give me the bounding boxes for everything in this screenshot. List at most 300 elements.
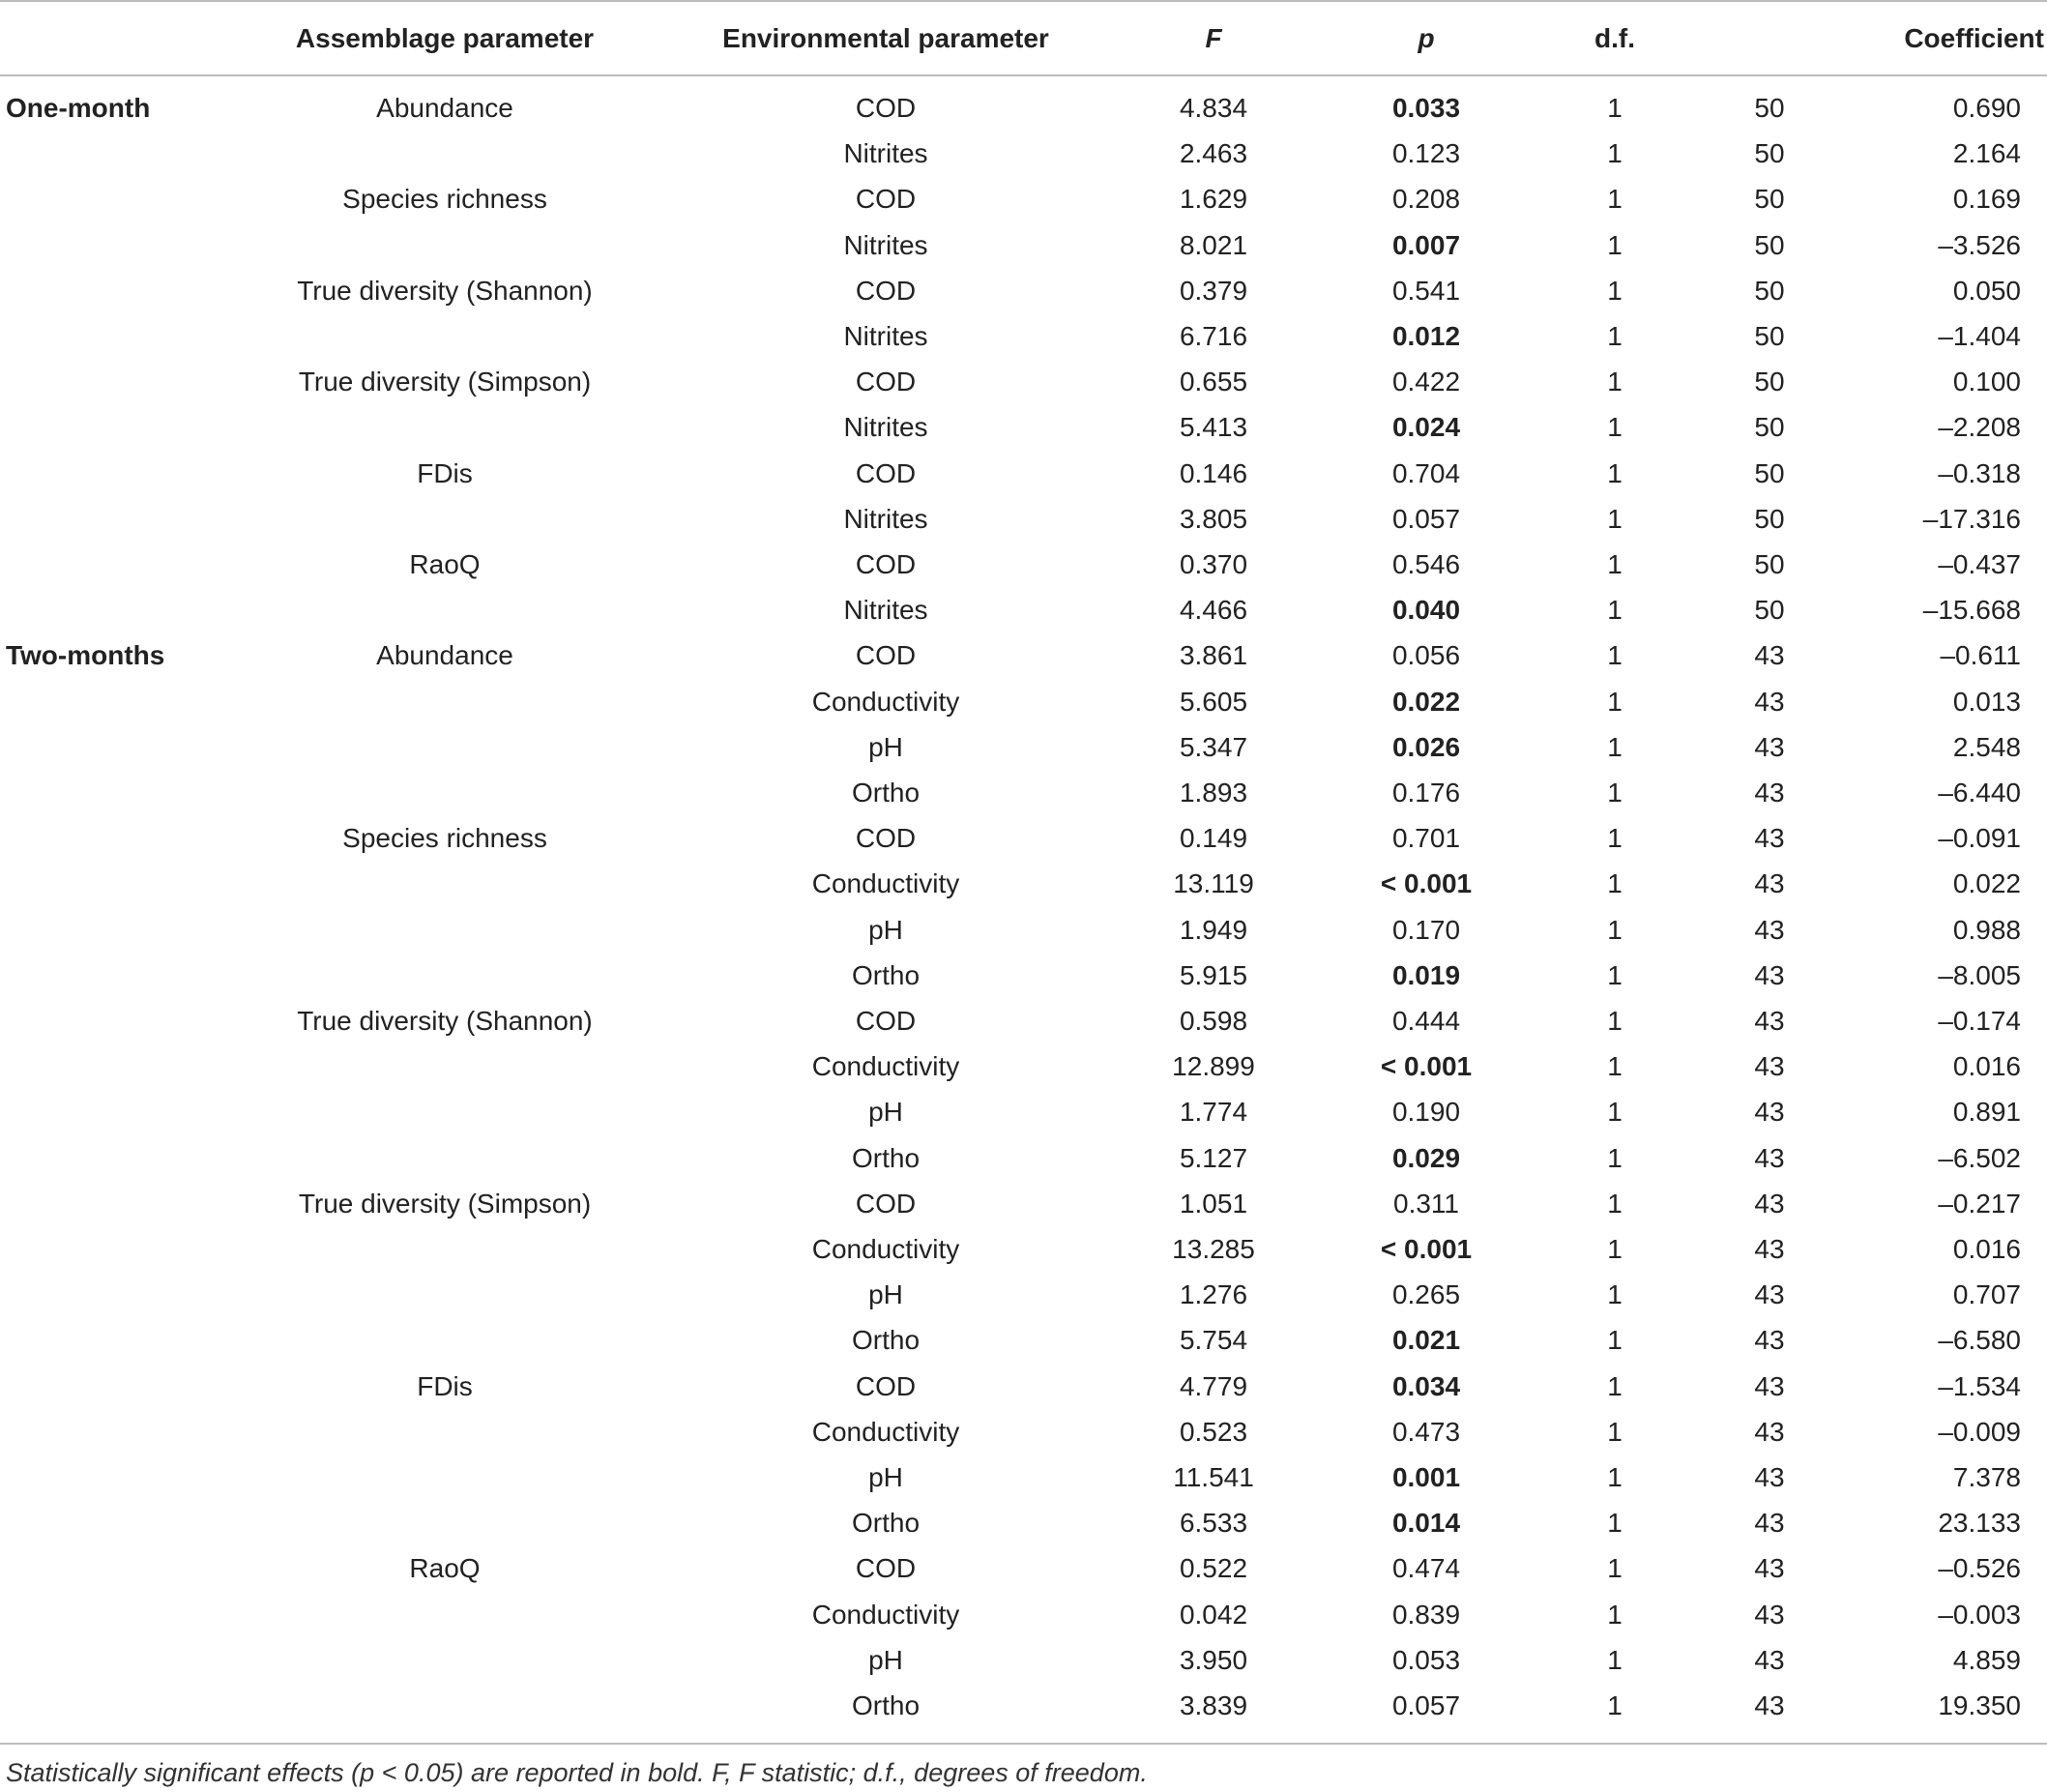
f-statistic: 5.413	[1179, 412, 1248, 443]
coefficient: 19.350	[1938, 1690, 2021, 1720]
table-row	[0, 451, 2047, 496]
assemblage-parameter	[213, 496, 677, 542]
assemblage-parameter: True diversity (Simpson)	[298, 1188, 592, 1219]
header-environmental: Environmental parameter	[722, 23, 1049, 53]
df-numerator: 1	[1607, 1097, 1623, 1128]
df-numerator: 1	[1607, 549, 1623, 579]
assemblage-parameter	[213, 770, 677, 815]
f-statistic: 0.042	[1179, 1599, 1248, 1630]
coefficient: –0.174	[1938, 1006, 2021, 1036]
p-value: 0.026	[1391, 731, 1461, 762]
df-numerator: 1	[1607, 1553, 1623, 1584]
environmental-parameter: Ortho	[851, 959, 921, 990]
f-statistic: 0.379	[1179, 275, 1248, 306]
df-numerator: 1	[1607, 868, 1623, 899]
environmental-parameter: Ortho	[851, 1690, 921, 1720]
f-statistic: 6.716	[1179, 321, 1248, 351]
table-row	[0, 1592, 2047, 1637]
f-statistic: 3.861	[1179, 640, 1248, 671]
table-row	[0, 222, 2047, 268]
f-statistic: 5.605	[1179, 686, 1248, 717]
coefficient: –0.009	[1938, 1416, 2021, 1447]
table-row	[0, 1637, 2047, 1683]
header-f: F	[1205, 23, 1222, 53]
environmental-parameter: Nitrites	[843, 229, 928, 260]
coefficient: 0.707	[1952, 1279, 2021, 1310]
table-row	[0, 496, 2047, 542]
p-value: 0.024	[1391, 412, 1461, 443]
p-value: 0.311	[1393, 1188, 1459, 1219]
coefficient: –0.437	[1938, 549, 2021, 579]
p-value: 0.422	[1391, 367, 1461, 397]
df-numerator: 1	[1607, 1462, 1623, 1492]
assemblage-parameter: Species richness	[342, 184, 547, 215]
coefficient: 0.013	[1952, 686, 2021, 717]
df-numerator: 1	[1607, 640, 1623, 671]
environmental-parameter: Nitrites	[843, 412, 928, 443]
row-group-label: Two-months	[6, 640, 165, 671]
table-row	[0, 679, 2047, 724]
coefficient: –0.318	[1938, 457, 2021, 488]
environmental-parameter: COD	[855, 367, 917, 397]
df-denominator: 43	[1754, 1462, 1785, 1492]
p-value: 0.019	[1391, 959, 1461, 990]
f-statistic: 1.276	[1179, 1279, 1248, 1310]
environmental-parameter: Conductivity	[811, 1234, 960, 1264]
environmental-parameter: COD	[855, 457, 917, 488]
df-denominator: 43	[1754, 959, 1785, 990]
assemblage-parameter: Abundance	[376, 640, 513, 671]
assemblage-parameter	[213, 1317, 677, 1363]
environmental-parameter: Ortho	[851, 1142, 921, 1173]
df-numerator: 1	[1607, 1188, 1623, 1219]
p-value: < 0.001	[1380, 1234, 1473, 1264]
df-numerator: 1	[1607, 1508, 1623, 1539]
coefficient: 0.891	[1952, 1097, 2021, 1128]
p-value: 0.034	[1391, 1370, 1461, 1401]
environmental-parameter: Conductivity	[811, 1599, 960, 1630]
f-statistic: 0.522	[1179, 1553, 1248, 1584]
environmental-parameter: Conductivity	[811, 686, 960, 717]
table-row	[0, 1181, 2047, 1226]
environmental-parameter: Conductivity	[811, 1051, 960, 1082]
p-value: 0.541	[1391, 275, 1461, 306]
environmental-parameter: pH	[868, 731, 903, 762]
df-denominator: 43	[1754, 914, 1785, 945]
table-row	[0, 861, 2047, 906]
coefficient: –0.091	[1938, 823, 2021, 854]
table-row	[0, 770, 2047, 815]
df-numerator: 1	[1607, 321, 1623, 351]
df-numerator: 1	[1607, 1051, 1623, 1082]
df-numerator: 1	[1607, 184, 1623, 215]
p-value: 0.839	[1391, 1599, 1461, 1630]
df-numerator: 1	[1607, 1690, 1623, 1720]
assemblage-parameter	[213, 1043, 677, 1089]
table-row	[0, 953, 2047, 998]
df-numerator: 1	[1607, 1370, 1623, 1401]
table-row	[0, 632, 2047, 678]
df-denominator: 43	[1754, 1644, 1785, 1675]
header-rule	[0, 74, 2047, 76]
environmental-parameter: COD	[855, 1006, 917, 1036]
environmental-parameter: COD	[855, 1370, 917, 1401]
table-row	[0, 542, 2047, 587]
assemblage-parameter	[213, 404, 677, 450]
assemblage-parameter: Species richness	[342, 823, 547, 854]
df-numerator: 1	[1607, 686, 1623, 717]
coefficient: –1.404	[1938, 321, 2021, 351]
df-denominator: 43	[1754, 1599, 1785, 1630]
coefficient: –3.526	[1938, 229, 2021, 260]
coefficient: 0.016	[1952, 1234, 2021, 1264]
df-denominator: 43	[1754, 1370, 1785, 1401]
p-value: 0.014	[1391, 1508, 1461, 1539]
coefficient: –1.534	[1938, 1370, 2021, 1401]
f-statistic: 13.285	[1172, 1234, 1255, 1264]
df-denominator: 43	[1754, 1188, 1785, 1219]
df-denominator: 43	[1754, 1553, 1785, 1584]
coefficient: –15.668	[1922, 595, 2021, 626]
coefficient: –6.580	[1938, 1325, 2021, 1356]
assemblage-parameter: FDis	[417, 1370, 473, 1401]
df-numerator: 1	[1607, 1234, 1623, 1264]
coefficient: 0.016	[1952, 1051, 2021, 1082]
assemblage-parameter	[213, 1272, 677, 1317]
df-numerator: 1	[1607, 367, 1623, 397]
environmental-parameter: pH	[868, 1097, 903, 1128]
table-row	[0, 724, 2047, 770]
p-value: 0.001	[1391, 1462, 1461, 1492]
p-value: 0.474	[1391, 1553, 1461, 1584]
assemblage-parameter	[213, 313, 677, 359]
coefficient: 0.022	[1952, 868, 2021, 899]
assemblage-parameter	[213, 1683, 677, 1728]
table-row	[0, 1317, 2047, 1363]
coefficient: –6.502	[1938, 1142, 2021, 1173]
f-statistic: 1.893	[1179, 778, 1248, 808]
f-statistic: 11.541	[1173, 1462, 1254, 1492]
environmental-parameter: COD	[855, 1553, 917, 1584]
table-row	[0, 1135, 2047, 1181]
environmental-parameter: pH	[868, 914, 903, 945]
table-row	[0, 587, 2047, 632]
header-coefficient: Coefficient	[1904, 23, 2044, 53]
df-denominator: 50	[1754, 457, 1785, 488]
df-numerator: 1	[1607, 412, 1623, 443]
assemblage-parameter	[213, 1409, 677, 1454]
f-statistic: 0.598	[1179, 1006, 1248, 1036]
df-numerator: 1	[1607, 503, 1623, 534]
df-denominator: 50	[1754, 184, 1785, 215]
f-statistic: 5.127	[1179, 1142, 1248, 1173]
coefficient: –8.005	[1938, 959, 2021, 990]
df-denominator: 43	[1754, 1325, 1785, 1356]
assemblage-parameter	[213, 1089, 677, 1134]
table-row	[0, 1043, 2047, 1089]
df-numerator: 1	[1607, 1644, 1623, 1675]
assemblage-parameter: True diversity (Shannon)	[297, 1006, 593, 1036]
df-denominator: 50	[1754, 412, 1785, 443]
p-value: 0.176	[1391, 778, 1461, 808]
assemblage-parameter	[213, 1454, 677, 1500]
coefficient: 4.859	[1952, 1644, 2021, 1675]
environmental-parameter: Nitrites	[843, 321, 928, 351]
assemblage-parameter	[213, 1637, 677, 1683]
df-denominator: 43	[1754, 1508, 1785, 1539]
coefficient: 0.988	[1952, 914, 2021, 945]
f-statistic: 0.149	[1179, 823, 1248, 854]
df-numerator: 1	[1607, 959, 1623, 990]
p-value: < 0.001	[1380, 868, 1473, 899]
df-denominator: 50	[1754, 503, 1785, 534]
p-value: 0.704	[1391, 457, 1461, 488]
df-denominator: 43	[1754, 823, 1785, 854]
df-numerator: 1	[1607, 595, 1623, 626]
df-denominator: 43	[1754, 1279, 1785, 1310]
coefficient: 23.133	[1938, 1508, 2021, 1539]
environmental-parameter: Nitrites	[843, 503, 928, 534]
assemblage-parameter	[213, 953, 677, 998]
df-denominator: 43	[1754, 1234, 1785, 1264]
f-statistic: 1.051	[1179, 1188, 1248, 1219]
f-statistic: 1.629	[1179, 184, 1248, 215]
p-value: 0.057	[1391, 503, 1461, 534]
assemblage-parameter: FDis	[417, 457, 473, 488]
p-value: 0.033	[1391, 93, 1461, 123]
environmental-parameter: pH	[868, 1644, 903, 1675]
f-statistic: 5.347	[1179, 731, 1248, 762]
bottom-rule	[0, 1743, 2047, 1745]
df-denominator: 50	[1754, 321, 1785, 351]
table-row	[0, 359, 2047, 404]
header-df: d.f.	[1594, 23, 1635, 53]
p-value: 0.208	[1391, 184, 1461, 215]
df-numerator: 1	[1607, 93, 1623, 123]
row-group-label: One-month	[6, 93, 151, 123]
coefficient: 2.164	[1952, 138, 2021, 169]
assemblage-parameter: True diversity (Simpson)	[298, 367, 592, 397]
coefficient: 2.548	[1952, 731, 2021, 762]
table-footnote: Statistically significant effects (p < 0.05) are reported in bold. F, F statistic; d.f., degrees of freedom.	[6, 1758, 1148, 1787]
table-row	[0, 1500, 2047, 1545]
df-denominator: 50	[1754, 93, 1785, 123]
environmental-parameter: COD	[855, 640, 917, 671]
f-statistic: 0.655	[1179, 367, 1248, 397]
p-value: 0.056	[1391, 640, 1461, 671]
df-denominator: 50	[1754, 138, 1785, 169]
df-numerator: 1	[1607, 1142, 1623, 1173]
f-statistic: 4.834	[1179, 93, 1248, 123]
df-denominator: 43	[1754, 1690, 1785, 1720]
df-numerator: 1	[1607, 823, 1623, 854]
table-row	[0, 1226, 2047, 1272]
environmental-parameter: COD	[855, 549, 917, 579]
p-value: 0.170	[1391, 914, 1461, 945]
environmental-parameter: COD	[855, 93, 917, 123]
assemblage-parameter	[213, 1135, 677, 1181]
table-row	[0, 176, 2047, 221]
environmental-parameter: Conductivity	[811, 868, 960, 899]
df-numerator: 1	[1607, 778, 1623, 808]
df-numerator: 1	[1607, 229, 1623, 260]
environmental-parameter: COD	[855, 1188, 917, 1219]
df-denominator: 50	[1754, 275, 1785, 306]
df-denominator: 43	[1754, 640, 1785, 671]
df-numerator: 1	[1607, 457, 1623, 488]
p-value: 0.053	[1391, 1644, 1461, 1675]
table-row	[0, 1409, 2047, 1454]
df-numerator: 1	[1607, 1325, 1623, 1356]
table-header	[0, 15, 2047, 61]
df-denominator: 50	[1754, 549, 1785, 579]
p-value: 0.022	[1391, 686, 1461, 717]
p-value: < 0.001	[1380, 1051, 1473, 1082]
df-denominator: 43	[1754, 1006, 1785, 1036]
df-denominator: 43	[1754, 868, 1785, 899]
assemblage-parameter	[213, 587, 677, 632]
f-statistic: 6.533	[1179, 1508, 1248, 1539]
coefficient: –6.440	[1938, 778, 2021, 808]
df-denominator: 50	[1754, 367, 1785, 397]
f-statistic: 4.466	[1179, 595, 1248, 626]
assemblage-parameter	[213, 724, 677, 770]
p-value: 0.473	[1391, 1416, 1461, 1447]
f-statistic: 12.899	[1172, 1051, 1255, 1082]
environmental-parameter: COD	[855, 275, 917, 306]
df-denominator: 43	[1754, 1416, 1785, 1447]
df-denominator: 43	[1754, 1051, 1785, 1082]
assemblage-parameter	[213, 1500, 677, 1545]
df-numerator: 1	[1607, 1006, 1623, 1036]
p-value: 0.007	[1391, 229, 1461, 260]
p-value: 0.029	[1391, 1142, 1461, 1173]
coefficient: –0.611	[1940, 640, 2021, 671]
environmental-parameter: Ortho	[851, 778, 921, 808]
table-row	[0, 131, 2047, 176]
header-assemblage: Assemblage parameter	[295, 23, 595, 53]
p-value: 0.265	[1391, 1279, 1461, 1310]
assemblage-parameter	[213, 907, 677, 953]
assemblage-parameter	[213, 131, 677, 176]
df-denominator: 50	[1754, 595, 1785, 626]
environmental-parameter: COD	[855, 184, 917, 215]
df-numerator: 1	[1607, 138, 1623, 169]
environmental-parameter: pH	[868, 1279, 903, 1310]
coefficient: 0.050	[1952, 275, 2021, 306]
f-statistic: 0.146	[1179, 457, 1248, 488]
f-statistic: 0.523	[1179, 1416, 1248, 1447]
table-row	[0, 1545, 2047, 1591]
coefficient: 0.100	[1952, 367, 2021, 397]
environmental-parameter: COD	[855, 823, 917, 854]
coefficient: –2.208	[1938, 412, 2021, 443]
table-row	[0, 404, 2047, 450]
coefficient: –17.316	[1922, 503, 2021, 534]
df-numerator: 1	[1607, 1279, 1623, 1310]
df-denominator: 43	[1754, 1142, 1785, 1173]
assemblage-parameter: True diversity (Shannon)	[297, 275, 593, 306]
f-statistic: 1.774	[1179, 1097, 1248, 1128]
df-denominator: 43	[1754, 1097, 1785, 1128]
df-denominator: 50	[1754, 229, 1785, 260]
coefficient: 0.169	[1952, 184, 2021, 215]
assemblage-parameter	[213, 861, 677, 906]
f-statistic: 2.463	[1179, 138, 1248, 169]
p-value: 0.123	[1391, 138, 1461, 169]
table-row	[0, 998, 2047, 1043]
table-row	[0, 907, 2047, 953]
table-row	[0, 815, 2047, 861]
p-value: 0.701	[1391, 823, 1461, 854]
f-statistic: 5.915	[1179, 959, 1248, 990]
header-p: p	[1418, 23, 1435, 53]
p-value: 0.040	[1391, 595, 1461, 626]
df-numerator: 1	[1607, 914, 1623, 945]
p-value: 0.057	[1391, 1690, 1461, 1720]
coefficient: 0.690	[1952, 93, 2021, 123]
df-denominator: 43	[1754, 686, 1785, 717]
table-row	[0, 85, 2047, 131]
table-row	[0, 1089, 2047, 1134]
table-row	[0, 1364, 2047, 1409]
coefficient: –0.217	[1938, 1188, 2021, 1219]
df-numerator: 1	[1607, 731, 1623, 762]
assemblage-parameter: RaoQ	[409, 1553, 481, 1584]
p-value: 0.444	[1391, 1006, 1461, 1036]
f-statistic: 8.021	[1179, 229, 1248, 260]
assemblage-parameter: Abundance	[376, 93, 513, 123]
df-numerator: 1	[1607, 1599, 1623, 1630]
environmental-parameter: Conductivity	[811, 1416, 960, 1447]
f-statistic: 5.754	[1179, 1325, 1248, 1356]
f-statistic: 0.370	[1179, 549, 1248, 579]
df-numerator: 1	[1607, 275, 1623, 306]
f-statistic: 4.779	[1179, 1370, 1248, 1401]
df-numerator: 1	[1607, 1416, 1623, 1447]
table-row	[0, 1454, 2047, 1500]
df-denominator: 43	[1754, 778, 1785, 808]
p-value: 0.546	[1391, 549, 1461, 579]
p-value: 0.021	[1391, 1325, 1461, 1356]
f-statistic: 3.950	[1179, 1644, 1248, 1675]
f-statistic: 1.949	[1179, 914, 1248, 945]
top-rule	[0, 0, 2047, 2]
p-value: 0.190	[1391, 1097, 1461, 1128]
coefficient: –0.526	[1938, 1553, 2021, 1584]
table-row	[0, 1683, 2047, 1728]
table-row	[0, 1272, 2047, 1317]
f-statistic: 3.805	[1179, 503, 1248, 534]
coefficient: –0.003	[1938, 1599, 2021, 1630]
f-statistic: 3.839	[1179, 1690, 1248, 1720]
p-value: 0.012	[1391, 321, 1461, 351]
environmental-parameter: pH	[868, 1462, 903, 1492]
assemblage-parameter: RaoQ	[409, 549, 481, 579]
environmental-parameter: Ortho	[851, 1508, 921, 1539]
table-row	[0, 268, 2047, 313]
environmental-parameter: Nitrites	[843, 138, 928, 169]
environmental-parameter: Nitrites	[843, 595, 928, 626]
assemblage-parameter	[213, 1592, 677, 1637]
f-statistic: 13.119	[1173, 868, 1254, 899]
environmental-parameter: Ortho	[851, 1325, 921, 1356]
assemblage-parameter	[213, 1226, 677, 1272]
assemblage-parameter	[213, 222, 677, 268]
assemblage-parameter	[213, 679, 677, 724]
table-row	[0, 313, 2047, 359]
df-denominator: 43	[1754, 731, 1785, 762]
